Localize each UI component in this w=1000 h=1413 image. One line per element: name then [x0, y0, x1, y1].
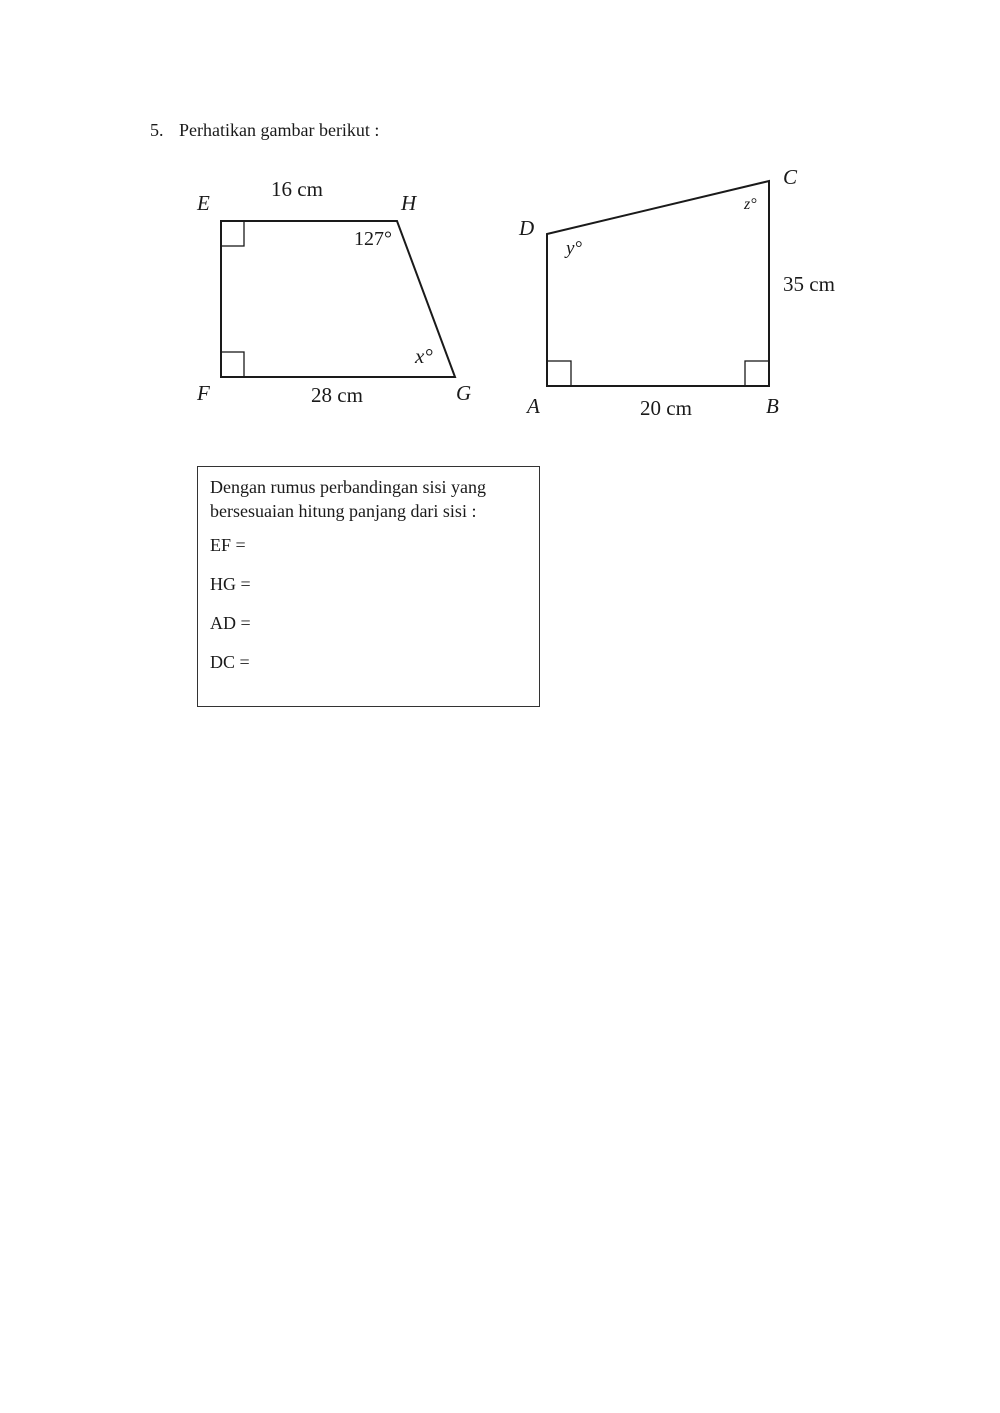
side-label-fg: 28 cm — [311, 383, 363, 407]
question-number: 5. — [150, 120, 164, 140]
right-angle-marker-f — [221, 352, 244, 377]
vertex-label-a: A — [527, 394, 540, 418]
answer-line-ad: AD = — [210, 613, 251, 633]
side-label-eh: 16 cm — [271, 177, 323, 201]
side-label-ab: 20 cm — [640, 396, 692, 420]
angle-label-h: 127° — [354, 228, 392, 250]
trapezoid-abcd-shape — [547, 181, 769, 386]
vertex-label-c: C — [783, 165, 798, 189]
answer-line-dc: DC = — [210, 652, 250, 672]
figures-diagram — [0, 0, 1000, 460]
instruction-line-1: Dengan rumus perbandingan sisi yang — [210, 477, 486, 497]
question-text: Perhatikan gambar berikut : — [179, 120, 380, 140]
answer-instruction — [210, 475, 527, 523]
trapezoid-efgh — [196, 177, 471, 407]
angle-label-g: x° — [415, 344, 433, 368]
answer-line-hg: HG = — [210, 574, 251, 594]
vertex-label-b: B — [766, 394, 779, 418]
vertex-label-e: E — [197, 191, 210, 215]
vertex-label-g: G — [456, 381, 472, 405]
side-label-bc: 35 cm — [783, 272, 835, 296]
right-angle-marker-a — [547, 361, 571, 386]
answer-line-ef: EF = — [210, 535, 246, 555]
answer-box — [197, 466, 540, 707]
vertex-label-d: D — [519, 216, 535, 240]
instruction-line-2: bersesuaian hitung panjang dari sisi : — [210, 501, 477, 521]
trapezoid-abcd — [518, 165, 835, 420]
vertex-label-f: F — [197, 381, 210, 405]
angle-label-c: z° — [744, 196, 757, 213]
right-angle-marker-e — [221, 221, 244, 246]
right-angle-marker-b — [745, 361, 769, 386]
angle-label-d: y° — [566, 238, 583, 259]
vertex-label-h: H — [401, 191, 417, 215]
